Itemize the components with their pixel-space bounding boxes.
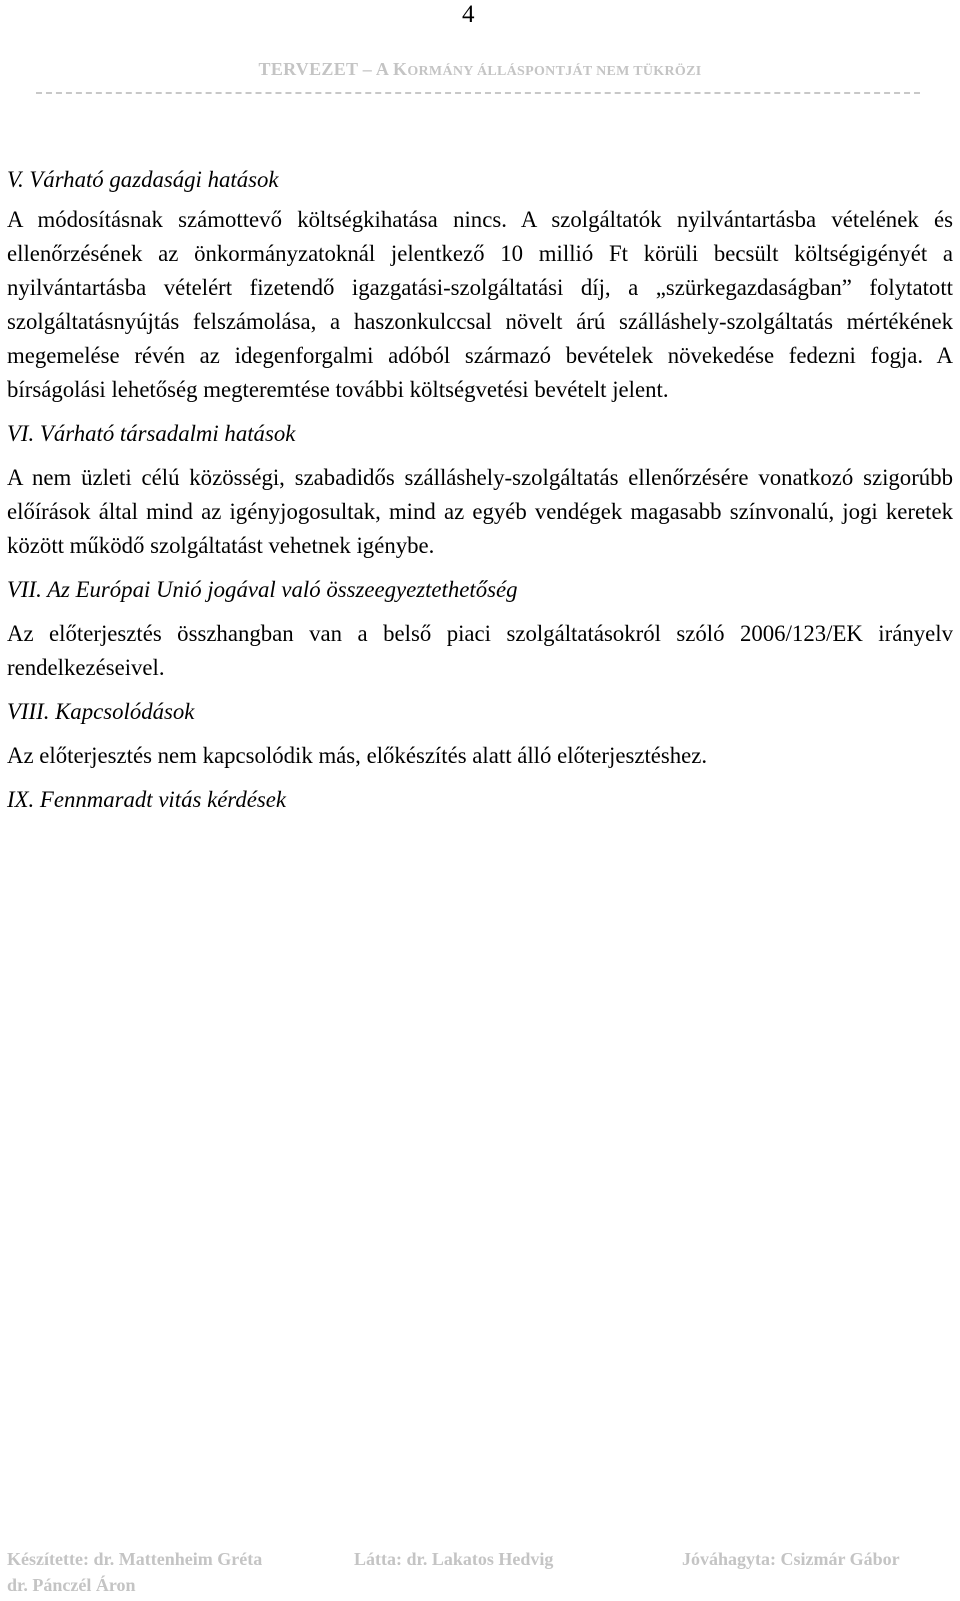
page-number: 4 — [462, 1, 475, 28]
section-text-social-impacts: A nem üzleti célú közösségi, szabadidős szálláshely-szolgáltatás ellenőrzésére vonatkozó szigorúbb előírások által mind az igényjogosultak, mind az egyéb vendégek magasabb színvonalú, jogi keretek között működő szolgáltatást vehetnek igénybe. — [7, 465, 953, 558]
section-text-economic-impacts: A módosításnak számottevő költségkihatása nincs. A szolgáltatók nyilvántartásba vételének és ellenőrzésének az önkormányzatoknál jelentkező 10 millió Ft körüli becsült költségigényét a nyilvántartásba vételért fizetendő igazgatási-szolgáltatási díj, a „szürkegazdaságban” folytatott szolgáltatásnyújtás felszámolása, a haszonkulccsal növelt árú szálláshely-szolgáltatás mértékének megemelése révén az idegenforgalmi adóból származó bevételek növekedése fedezni fogja. A bírságolási lehetőség megteremtése további költségvetési bevételt jelent. — [7, 207, 953, 402]
footer-second-preparer: dr. Pánczél Áron — [7, 1575, 136, 1595]
section-text-eu-compatibility: Az előterjesztés összhangban van a belső piaci szolgáltatásokról szóló 2006/123/EK irányelv rendelkezéseivel. — [7, 621, 953, 680]
section-text-connections: Az előterjesztés nem kapcsolódik más, előkészítés alatt álló előterjesztéshez. — [7, 743, 708, 768]
header-dashed-divider — [36, 92, 920, 94]
section-title-open-issues: IX. Fennmaradt vitás kérdések — [7, 787, 286, 812]
document-body — [7, 163, 953, 817]
draft-header-k: K — [393, 59, 408, 79]
draft-header-rest: ORMÁNY ÁLLÁSPONTJÁT NEM TÜKRÖZI — [407, 64, 702, 79]
draft-watermark-header — [0, 58, 960, 83]
footer-approved-by: Jóváhagyta: Csizmár Gábor — [682, 1549, 900, 1569]
section-title-social-impacts: VI. Várható társadalmi hatások — [7, 421, 296, 446]
section-title-connections: VIII. Kapcsolódások — [7, 699, 195, 724]
draft-header-prefix: TERVEZET – A — [258, 59, 394, 79]
section-title-economic-impacts: V. Várható gazdasági hatások — [7, 167, 279, 192]
footer-prepared-by: Készítette: dr. Mattenheim Gréta — [7, 1549, 263, 1569]
footer-seen-by: Látta: dr. Lakatos Hedvig — [354, 1549, 554, 1569]
section-title-eu-compatibility: VII. Az Európai Unió jogával való összeegyeztethetőség — [7, 577, 518, 602]
